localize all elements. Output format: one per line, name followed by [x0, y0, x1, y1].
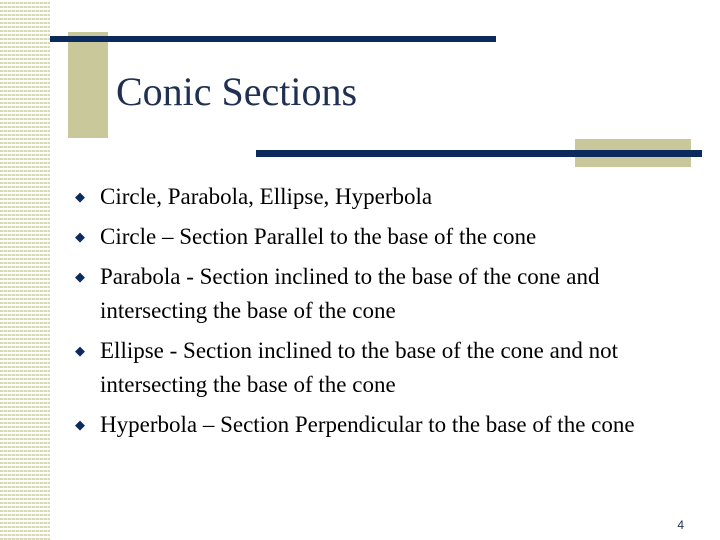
bullet-text: Hyperbola – Section Perpendicular to the base of the cone	[100, 412, 635, 437]
page-number: 4	[677, 518, 684, 532]
title-accent-block	[68, 32, 108, 138]
diamond-bullet-icon: ◆	[75, 269, 85, 284]
bottom-rule	[256, 150, 702, 157]
bullet-text: Circle – Section Parallel to the base of the cone	[100, 224, 537, 249]
slide-title: Conic Sections	[116, 69, 358, 114]
bullet-list	[72, 180, 702, 448]
diamond-bullet-icon: ◆	[75, 229, 85, 244]
diamond-bullet-icon: ◆	[75, 417, 85, 432]
bullet-item	[72, 408, 702, 442]
bullet-item	[72, 260, 702, 328]
diamond-bullet-icon: ◆	[75, 343, 85, 358]
left-stripe-decoration	[0, 0, 50, 540]
bullet-text: Circle, Parabola, Ellipse, Hyperbola	[100, 184, 433, 209]
diamond-bullet-icon: ◆	[75, 189, 85, 204]
bullet-text: Parabola - Section inclined to the base of the cone and intersecting the base of the cone	[100, 264, 600, 323]
top-rule	[50, 36, 496, 42]
bullet-item	[72, 180, 702, 214]
bullet-item	[72, 220, 702, 254]
bullet-text: Ellipse - Section inclined to the base of the cone and not intersecting the base of the cone	[100, 338, 618, 397]
bullet-item	[72, 334, 702, 402]
